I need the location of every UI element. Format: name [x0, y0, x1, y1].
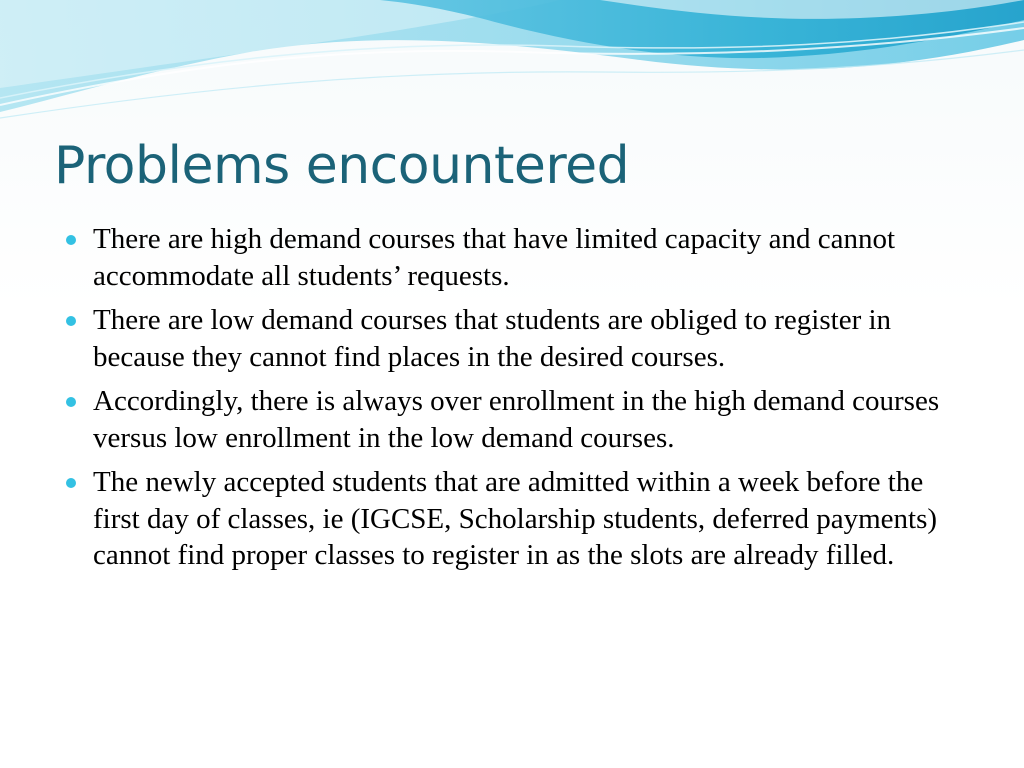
bullet-dot-icon [66, 316, 76, 326]
bullet-item [66, 221, 966, 294]
bullet-dot-icon [66, 478, 76, 488]
bullet-text: The newly accepted students that are admitted within a week before the first day of classes, ie (IGCSE, Scholarship students, deferred payments) cannot find proper classes to register in as the slots are already filled. [93, 466, 938, 571]
bullet-item [66, 383, 966, 456]
bullet-dot-icon [66, 235, 76, 245]
bullet-item [66, 302, 966, 375]
bullet-text: Accordingly, there is always over enrollment in the high demand courses versus low enrollment in the low demand courses. [93, 385, 940, 454]
bullet-text: There are low demand courses that students are obliged to register in because they cannot find places in the desired courses. [93, 304, 892, 373]
bullet-dot-icon [66, 397, 76, 407]
wave-decoration [0, 0, 1024, 130]
bullet-list [66, 221, 966, 582]
bullet-text: There are high demand courses that have limited capacity and cannot accommodate all students’ requests. [93, 223, 896, 292]
bullet-item [66, 464, 966, 574]
slide-title: Problems encountered [54, 136, 630, 196]
